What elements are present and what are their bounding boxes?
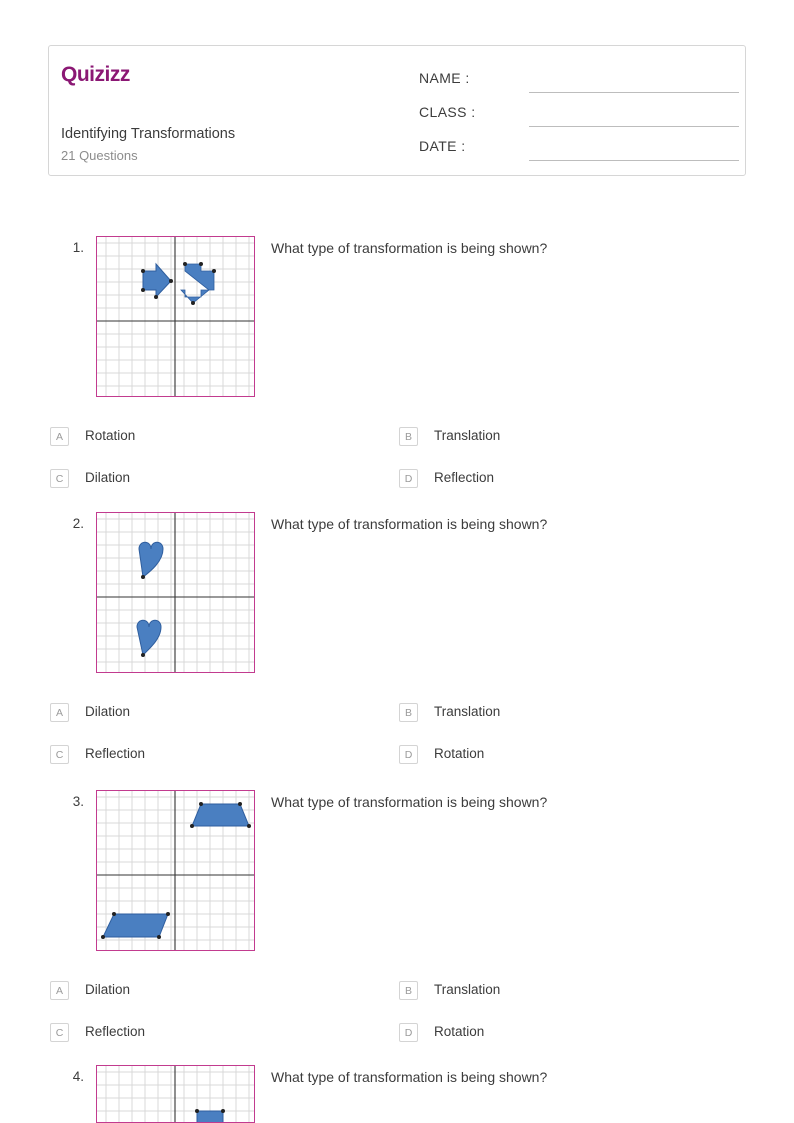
question-number: 1. — [72, 240, 84, 255]
question-count: 21 Questions — [61, 148, 138, 163]
option-letter: C — [50, 745, 69, 764]
option-label: Rotation — [85, 428, 136, 443]
name-input-line[interactable] — [529, 92, 739, 93]
name-label: NAME : — [419, 70, 470, 86]
option-letter: D — [399, 745, 418, 764]
date-field[interactable] — [419, 135, 739, 161]
option-label: Translation — [434, 428, 501, 443]
option-letter: B — [399, 427, 418, 446]
logo-text: Quizizz — [61, 63, 130, 86]
worksheet-header — [48, 45, 746, 176]
date-label: DATE : — [419, 138, 466, 154]
option-label: Rotation — [434, 746, 485, 761]
option-label: Dilation — [85, 982, 131, 997]
question-number: 3. — [72, 794, 84, 809]
date-input-line[interactable] — [529, 160, 739, 161]
class-field[interactable] — [419, 101, 739, 127]
option-label: Translation — [434, 982, 501, 997]
quizizz-logo — [61, 63, 130, 87]
question-1-graph — [96, 236, 255, 397]
option-label: Reflection — [85, 1024, 146, 1039]
question-text: What type of transformation is being shown? — [271, 794, 548, 810]
option-label: Rotation — [434, 1024, 485, 1039]
name-field[interactable] — [419, 67, 739, 93]
page-title: Identifying Transformations — [61, 126, 236, 142]
option-letter: A — [50, 981, 69, 1000]
option-letter: D — [399, 469, 418, 488]
option-letter: A — [50, 703, 69, 722]
option-letter: B — [399, 981, 418, 1000]
option-letter: C — [50, 469, 69, 488]
question-2-graph — [96, 512, 255, 673]
option-letter: D — [399, 1023, 418, 1042]
option-label: Dilation — [85, 704, 131, 719]
question-text: What type of transformation is being shown? — [271, 516, 548, 532]
option-label: Translation — [434, 704, 501, 719]
option-letter: A — [50, 427, 69, 446]
option-label: Reflection — [434, 470, 495, 485]
option-label: Dilation — [85, 470, 131, 485]
question-text: What type of transformation is being shown? — [271, 240, 548, 256]
question-number: 2. — [72, 516, 84, 531]
option-letter: B — [399, 703, 418, 722]
question-4-graph — [96, 1065, 255, 1123]
option-label: Reflection — [85, 746, 146, 761]
question-number: 4. — [72, 1069, 84, 1084]
option-letter: C — [50, 1023, 69, 1042]
class-input-line[interactable] — [529, 126, 739, 127]
class-label: CLASS : — [419, 104, 476, 120]
question-text: What type of transformation is being shown? — [271, 1069, 548, 1085]
question-3-graph — [96, 790, 255, 951]
